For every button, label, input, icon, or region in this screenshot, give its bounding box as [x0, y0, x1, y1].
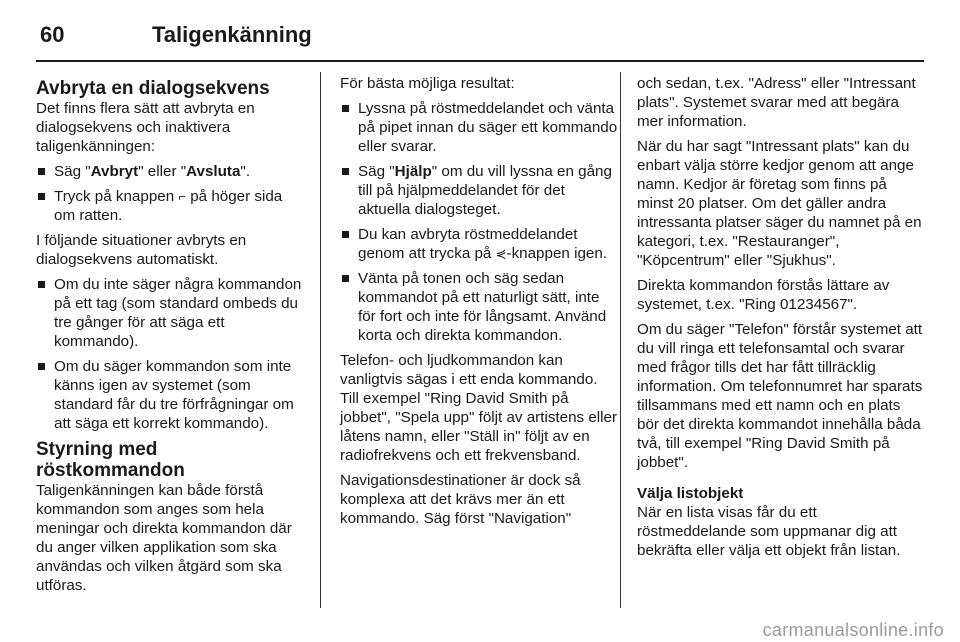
- paragraph: Navigationsdestinationer är dock så komplexa att det krävs mer än ett kommando. Säg först "Navigation": [340, 472, 581, 527]
- chapter-title: Taligenkänning: [152, 22, 312, 47]
- voice-button-icon: ⋞: [495, 246, 507, 261]
- list-item: Om du inte säger några kommandon på ett tag (som standard ombeds du tre gånger för att säga ett kommando).: [36, 275, 304, 351]
- footer: [0, 622, 960, 642]
- paragraph: För bästa möjliga resultat:: [340, 75, 515, 92]
- list-item: Tryck på knappen ⌐ på höger sida om ratten.: [36, 187, 304, 225]
- paragraph: I följande situationer avbryts en dialogsekvens automatiskt.: [36, 232, 247, 268]
- header-rule: [36, 60, 924, 62]
- list-item: Du kan avbryta röstmeddelandet genom att trycka på ⋞-knappen igen.: [340, 225, 620, 263]
- list-item: Vänta på tonen och säg sedan kommandot på ett naturligt sätt, inte för fort och inte för långsamt. Använd korta och direkta kommandon.: [340, 269, 620, 345]
- paragraph: Om du säger "Telefon" förstår systemet att du vill ringa ett telefonsamtal och svarar med frågor tills det har fått tillräcklig information. Om telefonnumret har sparats tillsammans med ett namn och en plats bör det direkta kommandot innehålla båda två, till exempel "Ring David Smith på jobbet".: [637, 321, 923, 471]
- section-heading: Styrning med röstkommandon: [36, 439, 185, 481]
- list-item: Om du säger kommandon som inte känns igen av systemet (som standard får du tre förfrågningar om att säga ett korrekt kommando).: [36, 357, 304, 433]
- watermark: carmanualsonline.info: [762, 620, 944, 640]
- paragraph: och sedan, t.ex. "Adress" eller "Intressant plats". Systemet svarar med att begära mer information.: [637, 75, 916, 130]
- bullet-list: [340, 99, 620, 345]
- column-divider: [620, 72, 621, 608]
- section-heading: Avbryta en dialogsekvens: [36, 78, 270, 99]
- column-3: [637, 74, 923, 566]
- paragraph: När du har sagt "Intressant plats" kan du enbart välja större kedjor genom att ange namn. Kedjor är företag som finns på minst 20 platser. Om det gäller andra intressanta platser säger du namnet på en kategori, t.ex. "Restauranger", "Köpcentrum" eller "Sjukhus".: [637, 138, 922, 269]
- paragraph: Telefon- och ljudkommandon kan vanligtvis sägas i ett enda kommando. Till exempel "Ring David Smith på jobbet", "Spela upp" följt av artistens eller låtens namn, eller "Ställ in" följt av en radiofrekvens och ett frekvensband.: [340, 352, 618, 464]
- list-item: Säg "Avbryt" eller "Avsluta".: [36, 162, 304, 181]
- page-number: 60: [40, 22, 65, 47]
- page-header: [36, 12, 924, 56]
- paragraph: Taligenkänningen kan både förstå kommandon som anges som hela meningar och direkta kommandon där du anger vilken applikation som ska användas och vilken åtgärd som ska utföras.: [36, 482, 292, 594]
- paragraph: När en lista visas får du ett röstmeddelande som uppmanar dig att bekräfta eller välja ett objekt från listan.: [637, 504, 901, 559]
- bullet-list: [36, 275, 304, 433]
- steering-voice-button-icon: ⌐: [178, 189, 186, 204]
- column-divider: [320, 72, 321, 608]
- column-1: [36, 74, 304, 601]
- column-2: [340, 74, 620, 534]
- list-item: Lyssna på röstmeddelandet och vänta på pipet innan du säger ett kommando eller svarar.: [340, 99, 620, 156]
- list-item: Säg "Hjälp" om du vill lyssna en gång till på hjälpmeddelandet för det aktuella dialogsteget.: [340, 162, 620, 219]
- bullet-list: [36, 162, 304, 225]
- subsection-heading: Välja listobjekt: [637, 485, 744, 502]
- paragraph: Direkta kommandon förstås lättare av systemet, t.ex. "Ring 01234567".: [637, 277, 890, 313]
- paragraph: Det finns flera sätt att avbryta en dialogsekvens och inaktivera taligenkänningen:: [36, 100, 255, 155]
